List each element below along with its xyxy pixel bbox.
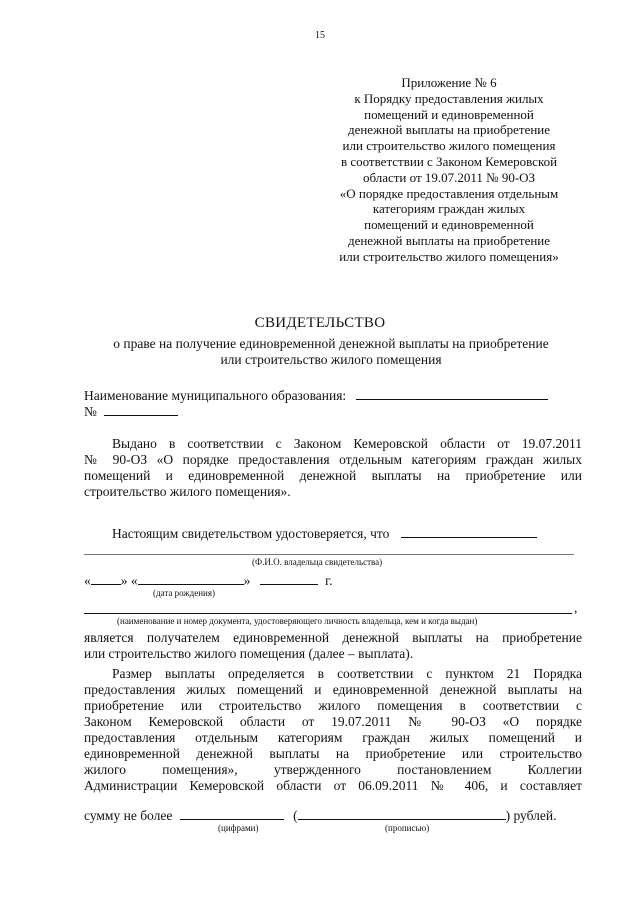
document-title: СВИДЕТЕЛЬСТВО (254, 315, 386, 331)
id-document-line[interactable] (84, 613, 572, 614)
number-label: № (84, 404, 97, 419)
issued-line: строительство жилого помещения». (84, 484, 291, 499)
recipient-line: или строительство жилого помещения (далее – выплата). (84, 646, 414, 661)
municipality-label: Наименование муниципального образования: (84, 388, 347, 403)
subtitle-line: о праве на получение единовременной денежной выплаты на приобретение (113, 336, 549, 351)
annex-line: денежной выплаты на приобретение (347, 232, 551, 248)
sum-label: сумму не более (84, 808, 173, 823)
recipient-paragraph (84, 630, 582, 662)
annex-line: области от 19.07.2011 № 90-ОЗ (362, 169, 536, 185)
issued-line: Выдано в соответствии с Законом Кемеровской области от 19.07.2011 (112, 436, 582, 451)
annex-line: к Порядку предоставления жилых (354, 90, 544, 106)
annex-line: или строительство жилого помещения» (339, 248, 559, 264)
birth-caption: (дата рождения) (153, 588, 215, 598)
municipality-field[interactable] (356, 386, 548, 400)
sum-row (84, 806, 557, 824)
page-number: 15 (315, 30, 325, 41)
birth-day-field[interactable] (91, 571, 121, 585)
year-suffix: г. (325, 573, 333, 588)
fio-line[interactable] (84, 554, 574, 555)
annex-line: Приложение № 6 (401, 75, 497, 90)
amount-line: Администрации Кемеровской области от 06.09.2011 № 406, и составляет (84, 778, 582, 793)
annex-line: помещений и единовременной (364, 217, 534, 233)
certify-field[interactable] (401, 524, 537, 538)
certify-text: Настоящим свидетельством удостоверяется, что (112, 526, 390, 541)
amount-line: предоставления отдельным категориям граждан жилых помещений и (84, 730, 582, 745)
words-caption: (прописью) (385, 823, 430, 833)
birth-date-row (84, 571, 333, 589)
subtitle-line: или строительство жилого помещения (220, 352, 442, 367)
certify-row (112, 524, 537, 542)
number-row (84, 402, 178, 420)
quote-open: « (84, 573, 91, 588)
comma: , (574, 600, 578, 615)
birth-year-field[interactable] (260, 571, 318, 585)
sum-close: ) рублей. (505, 808, 557, 823)
quote-open: « (130, 573, 138, 588)
amount-line: единовременной денежной выплаты на приобретение или строительство (84, 746, 582, 761)
amount-line: предоставления жилых помещений и единовременной денежной выплаты на (84, 682, 582, 697)
annex-line: денежной выплаты на приобретение (347, 122, 551, 138)
amount-line: жилого помещения», утвержденного постановлением Коллегии (84, 762, 582, 777)
sum-digits-field[interactable] (180, 806, 284, 820)
issued-paragraph (84, 436, 582, 500)
issued-line: помещений и единовременной денежной выплаты на приобретение или (84, 468, 582, 483)
doc-caption: (наименование и номер документа, удостоверяющего личность владельца, кем и когда выдан) (117, 616, 478, 626)
digits-caption: (цифрами) (218, 823, 259, 833)
recipient-line: является получателем единовременной денежной выплаты на приобретение (84, 630, 582, 645)
document-subtitle (82, 336, 580, 368)
sum-words-field[interactable] (298, 806, 506, 820)
amount-line: Размер выплаты определяется в соответствии с пунктом 21 Порядка (112, 666, 582, 681)
annex-line: в соответствии с Законом Кемеровской (340, 153, 558, 169)
annex-line: «О порядке предоставления отдельным (339, 185, 559, 201)
quote-close: » (243, 573, 251, 588)
paren-open: ( (293, 808, 298, 823)
number-field[interactable] (104, 402, 178, 416)
amount-line: приобретение или строительство жилого помещения в соответствии с (84, 698, 582, 713)
annex-line: или строительство жилого помещения (342, 138, 556, 154)
issued-line: № 90-ОЗ «О порядке предоставления отдельным категориям граждан жилых (84, 452, 582, 467)
annex-header (318, 75, 580, 265)
fio-caption: (Ф.И.О. владельца свидетельства) (252, 557, 383, 567)
annex-line: помещений и единовременной (364, 106, 534, 122)
amount-paragraph (84, 666, 582, 794)
quote-close: » (120, 573, 128, 588)
annex-line: категориям граждан жилых (372, 201, 526, 217)
amount-line: Законом Кемеровской области от 19.07.2011 № 90-ОЗ «О порядке (84, 714, 582, 729)
birth-month-field[interactable] (138, 571, 244, 585)
